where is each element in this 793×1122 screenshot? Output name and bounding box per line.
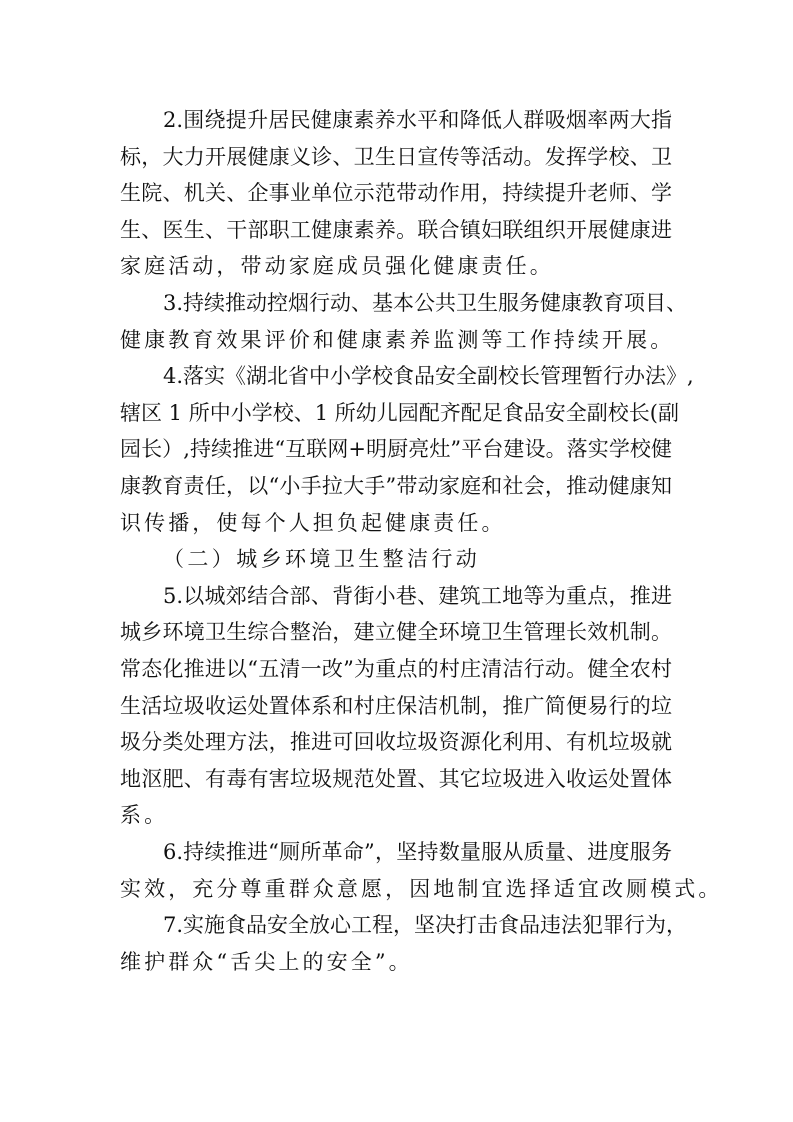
paragraph-line: 生院、机关、企事业单位示范带动作用，持续提升老师、学 <box>120 181 672 206</box>
paragraph-line: 标，大力开展健康义诊、卫生日宣传等活动。发挥学校、卫 <box>120 144 672 169</box>
paragraph-line: 维护群众“舌尖上的安全”。 <box>120 949 413 974</box>
paragraph-line: 圾分类处理方法，推进可回收垃圾资源化利用、有机垃圾就 <box>120 730 672 755</box>
paragraph-line: 生活垃圾收运处置体系和村庄保洁机制，推广简便易行的垃 <box>120 693 672 718</box>
paragraph-line: 7.实施食品安全放心工程，坚决打击食品违法犯罪行为， <box>163 913 688 938</box>
paragraph-line: 实效，充分尊重群众意愿，因地制宜选择适宜改厕模式。 <box>120 876 723 901</box>
paragraph-line: 地沤肥、有毒有害垃圾规范处置、其它垃圾进入收运处置体 <box>120 766 672 791</box>
paragraph-line: 5.以城郊结合部、背街小巷、建筑工地等为重点，推进 <box>163 583 672 608</box>
paragraph-line: 2.围绕提升居民健康素养水平和降低人群吸烟率两大指 <box>163 108 672 132</box>
paragraph-line: 健康教育效果评价和健康素养监测等工作持续开展。 <box>120 327 675 352</box>
paragraph-line: 康教育责任，以“小手拉大手”带动家庭和社会，推动健康知 <box>120 474 672 498</box>
section-heading: （二）城乡环境卫生整洁行动 <box>163 547 481 572</box>
paragraph-line: 辖区 1 所中小学校、1 所幼儿园配齐配足食品安全副校长(副 <box>120 400 679 425</box>
paragraph-line: 生、医生、干部职工健康素养。联合镇妇联组织开展健康进 <box>120 217 672 242</box>
paragraph-line: 识传播，使每个人担负起健康责任。 <box>120 510 506 535</box>
paragraph-line: 家庭活动，带动家庭成员强化健康责任。 <box>120 254 554 279</box>
paragraph-line: 6.持续推进“厕所革命”，坚持数量服从质量、进度服务 <box>163 840 672 864</box>
paragraph-line: 3.持续推动控烟行动、基本公共卫生服务健康教育项目、 <box>163 291 688 315</box>
paragraph-line: 系。 <box>120 803 169 828</box>
paragraph-line: 园长）,持续推进“互联网+明厨亮灶”平台建设。落实学校健 <box>120 437 672 462</box>
paragraph-line: 城乡环境卫生综合整治，建立健全环境卫生管理长效机制。 <box>120 620 672 645</box>
paragraph-line: 常态化推进以“五清一改”为重点的村庄清洁行动。健全农村 <box>120 657 672 681</box>
paragraph-line: 4.落实《湖北省中小学校食品安全副校长管理暂行办法》, <box>163 364 694 389</box>
